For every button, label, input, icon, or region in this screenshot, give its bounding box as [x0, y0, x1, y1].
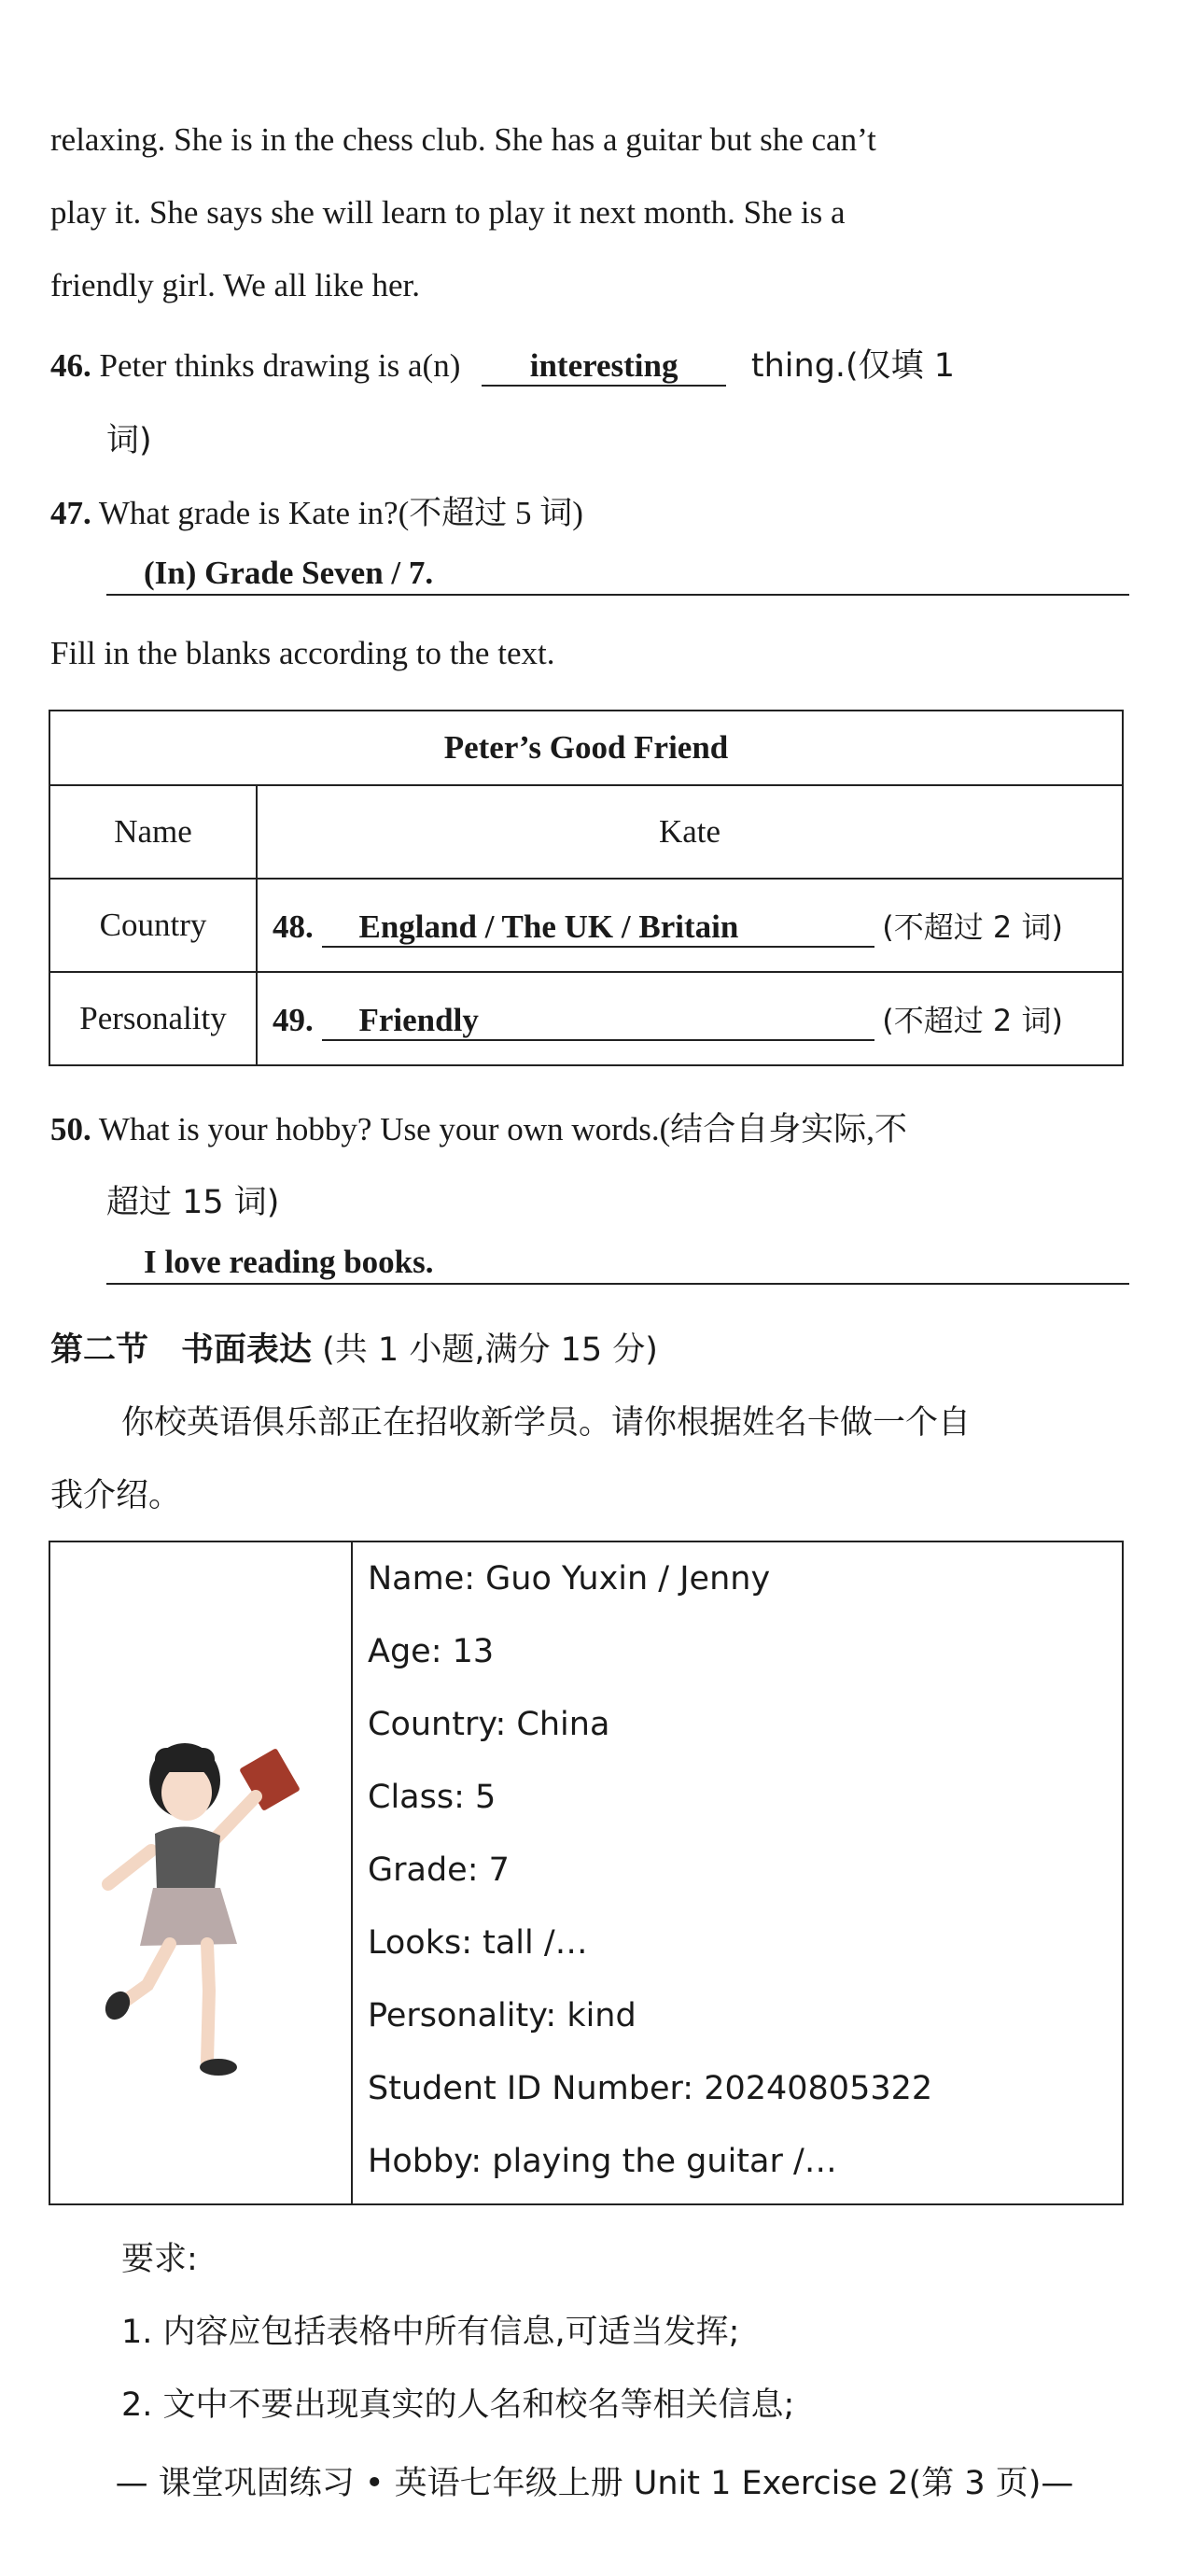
card-age: Age: 13 — [368, 1633, 495, 1670]
name-value: Kate — [257, 785, 1123, 879]
fill-instruction: Fill in the blanks according to the text. — [50, 635, 555, 671]
question-47 — [50, 487, 583, 534]
question-46-cont: 词) — [106, 422, 152, 459]
section-note: (共 1 小题,满分 15 分) — [322, 1331, 658, 1369]
intro-line-1: 你校英语俱乐部正在招收新学员。请你根据姓名卡做一个自 — [121, 1404, 972, 1442]
answer-text: (In) Grade Seven / 7. — [144, 555, 434, 591]
question-text: Peter thinks drawing is a(n) — [99, 347, 461, 384]
table-title: Peter’s Good Friend — [49, 711, 1123, 785]
personality-label: Personality — [49, 972, 257, 1065]
requirements-title: 要求: — [121, 2241, 198, 2278]
country-cell — [257, 879, 1123, 972]
section-heading — [50, 1324, 658, 1371]
question-46 — [50, 340, 955, 387]
country-label: Country — [49, 879, 257, 972]
question-text: What grade is Kate in?(不超过 5 词) — [98, 495, 583, 531]
question-text: What is your hobby? Use your own words.(结合自身实际,不 — [98, 1111, 908, 1147]
answer-line-50 — [106, 1244, 1129, 1285]
question-instruction: thing.(仅填 1 — [750, 347, 956, 385]
name-label: Name — [49, 785, 257, 879]
girl-holding-book-illustration — [50, 1542, 353, 2207]
personality-cell — [257, 972, 1123, 1065]
friend-table — [49, 710, 1124, 1066]
page-footer: — 课堂巩固练习 • 英语七年级上册 Unit 1 Exercise 2(第 3 页)— — [115, 2465, 1074, 2502]
answer-blank-46: interesting — [482, 347, 726, 387]
answer-text: I love reading books. — [144, 1244, 434, 1280]
answer-line-47 — [106, 555, 1129, 596]
question-number: 47. — [50, 495, 91, 531]
answer-blank-48: England / The UK / Britain — [322, 908, 874, 948]
word-limit-hint: (不超过 2 词) — [882, 908, 1063, 945]
name-card — [49, 1541, 1124, 2205]
passage-line-2: play it. She says she will learn to play it next month. She is a — [50, 194, 846, 231]
intro-line-2: 我介绍。 — [50, 1477, 182, 1514]
card-class: Class: 5 — [368, 1779, 497, 1816]
card-hobby: Hobby: playing the guitar /… — [368, 2143, 837, 2180]
card-grade: Grade: 7 — [368, 1851, 510, 1889]
question-number: 46. — [50, 347, 91, 384]
card-personality: Personality: kind — [368, 1997, 636, 2034]
card-looks: Looks: tall /… — [368, 1924, 588, 1962]
card-name: Name: Guo Yuxin / Jenny — [368, 1560, 771, 1598]
card-illustration — [50, 1542, 353, 2203]
passage-line-1: relaxing. She is in the chess club. She has a guitar but she can’t — [50, 121, 876, 158]
question-50-cont: 超过 15 词) — [106, 1184, 280, 1221]
question-number: 49. — [273, 1001, 314, 1038]
question-number: 50. — [50, 1111, 91, 1147]
card-student-id: Student ID Number: 20240805322 — [368, 2070, 933, 2107]
answer-blank-49: Friendly — [322, 1002, 874, 1041]
question-50 — [50, 1104, 907, 1150]
requirement-1: 1. 内容应包括表格中所有信息,可适当发挥; — [121, 2314, 740, 2351]
requirement-2: 2. 文中不要出现真实的人名和校名等相关信息; — [121, 2386, 795, 2424]
passage-line-3: friendly girl. We all like her. — [50, 267, 421, 303]
card-info — [368, 1550, 932, 2205]
question-number: 48. — [273, 908, 314, 945]
word-limit-hint: (不超过 2 词) — [882, 1002, 1063, 1038]
section-title: 第二节 书面表达 — [50, 1331, 313, 1369]
card-country: Country: China — [368, 1706, 610, 1743]
